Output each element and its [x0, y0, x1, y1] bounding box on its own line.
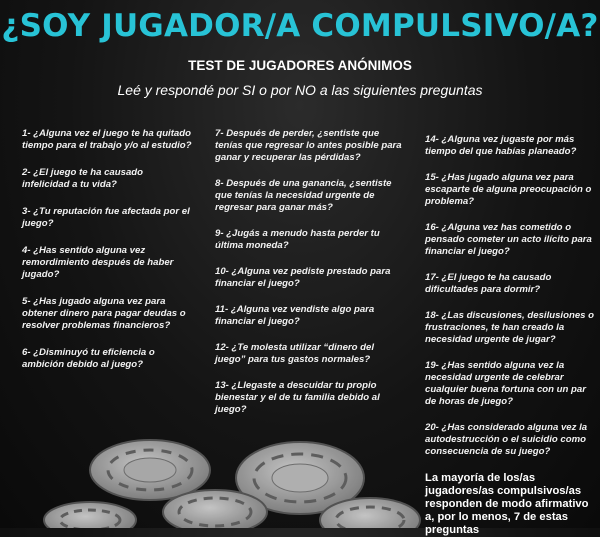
- chip-4: [44, 502, 136, 528]
- question-9: 9- ¿Jugás a menudo hasta perder tu última moneda?: [215, 228, 380, 251]
- questions-column-middle: [215, 128, 405, 430]
- question-14: 14- ¿Alguna vez jugaste por más tiempo del que habías planeado?: [425, 134, 577, 157]
- question-11: 11- ¿Alguna vez vendiste algo para financiar el juego?: [215, 304, 375, 327]
- question-15: 15- ¿Has jugado alguna vez para escaparte de alguna preocupación o problema?: [425, 172, 592, 207]
- question-3: 3- ¿Tu reputación fue afectada por el juego?: [22, 206, 190, 229]
- question-5: 5- ¿Has jugado alguna vez para obtener dinero para pagar deudas o resolver problemas financieros?: [22, 296, 186, 331]
- chip-1: [90, 440, 210, 500]
- question-1: 1- ¿Alguna vez el juego te ha quitado tiempo para el trabajo y/o al estudio?: [22, 128, 192, 151]
- question-4: 4- ¿Has sentido alguna vez remordimiento después de haber jugado?: [22, 245, 174, 280]
- questions-column-right: [425, 134, 595, 537]
- page-title: ¿SOY JUGADOR/A COMPULSIVO/A?: [1, 8, 599, 44]
- chip-5: [320, 498, 420, 528]
- question-16: 16- ¿Alguna vez has cometido o pensado cometer un acto ilícito para financiar el juego?: [425, 222, 592, 257]
- questions-column-left: [22, 128, 192, 386]
- question-17: 17- ¿El juego te ha causado dificultades para dormir?: [425, 272, 552, 295]
- question-6: 6- ¿Disminuyó tu eficiencia o ambición debido al juego?: [22, 347, 155, 370]
- question-20: 20- ¿Has considerado alguna vez la autodestrucción o el suicidio como consecuencia de su juego?: [425, 422, 588, 457]
- question-18: 18- ¿Las discusiones, desilusiones o frustraciones, te han creado la necesidad urgente de jugar?: [425, 310, 595, 345]
- chip-3: [163, 490, 267, 528]
- question-13: 13- ¿Llegaste a descuidar tu propio bienestar y el de tu familia debido al juego?: [215, 380, 380, 415]
- question-19: 19- ¿Has sentido alguna vez la necesidad urgente de celebrar cualquier buena fortuna con un par de horas de juego?: [425, 360, 586, 407]
- question-12: 12- ¿Te molesta utilizar “dinero del juego” para tus gastos normales?: [215, 342, 375, 365]
- conclusion-text: La mayoría de los/as jugadores/as compulsivos/as responden de modo afirmativo a, por lo menos, 7 de estas preguntas: [425, 472, 589, 536]
- page-subtitle: TEST DE JUGADORES ANÓNIMOS: [188, 58, 412, 73]
- question-7: 7- Después de perder, ¿sentiste que tenías que regresar lo antes posible para ganar y recuperar las pérdidas?: [215, 128, 402, 163]
- instructions-text: Leé y respondé por SI o por NO a las siguientes preguntas: [117, 82, 483, 98]
- question-10: 10- ¿Alguna vez pediste prestado para financiar el juego?: [215, 266, 391, 289]
- chip-2: [236, 442, 364, 514]
- question-2: 2- ¿El juego te ha causado infelicidad a tu vida?: [22, 167, 144, 190]
- question-8: 8- Después de una ganancia, ¿sentiste que tenías la necesidad urgente de regresar para ganar más?: [215, 178, 392, 213]
